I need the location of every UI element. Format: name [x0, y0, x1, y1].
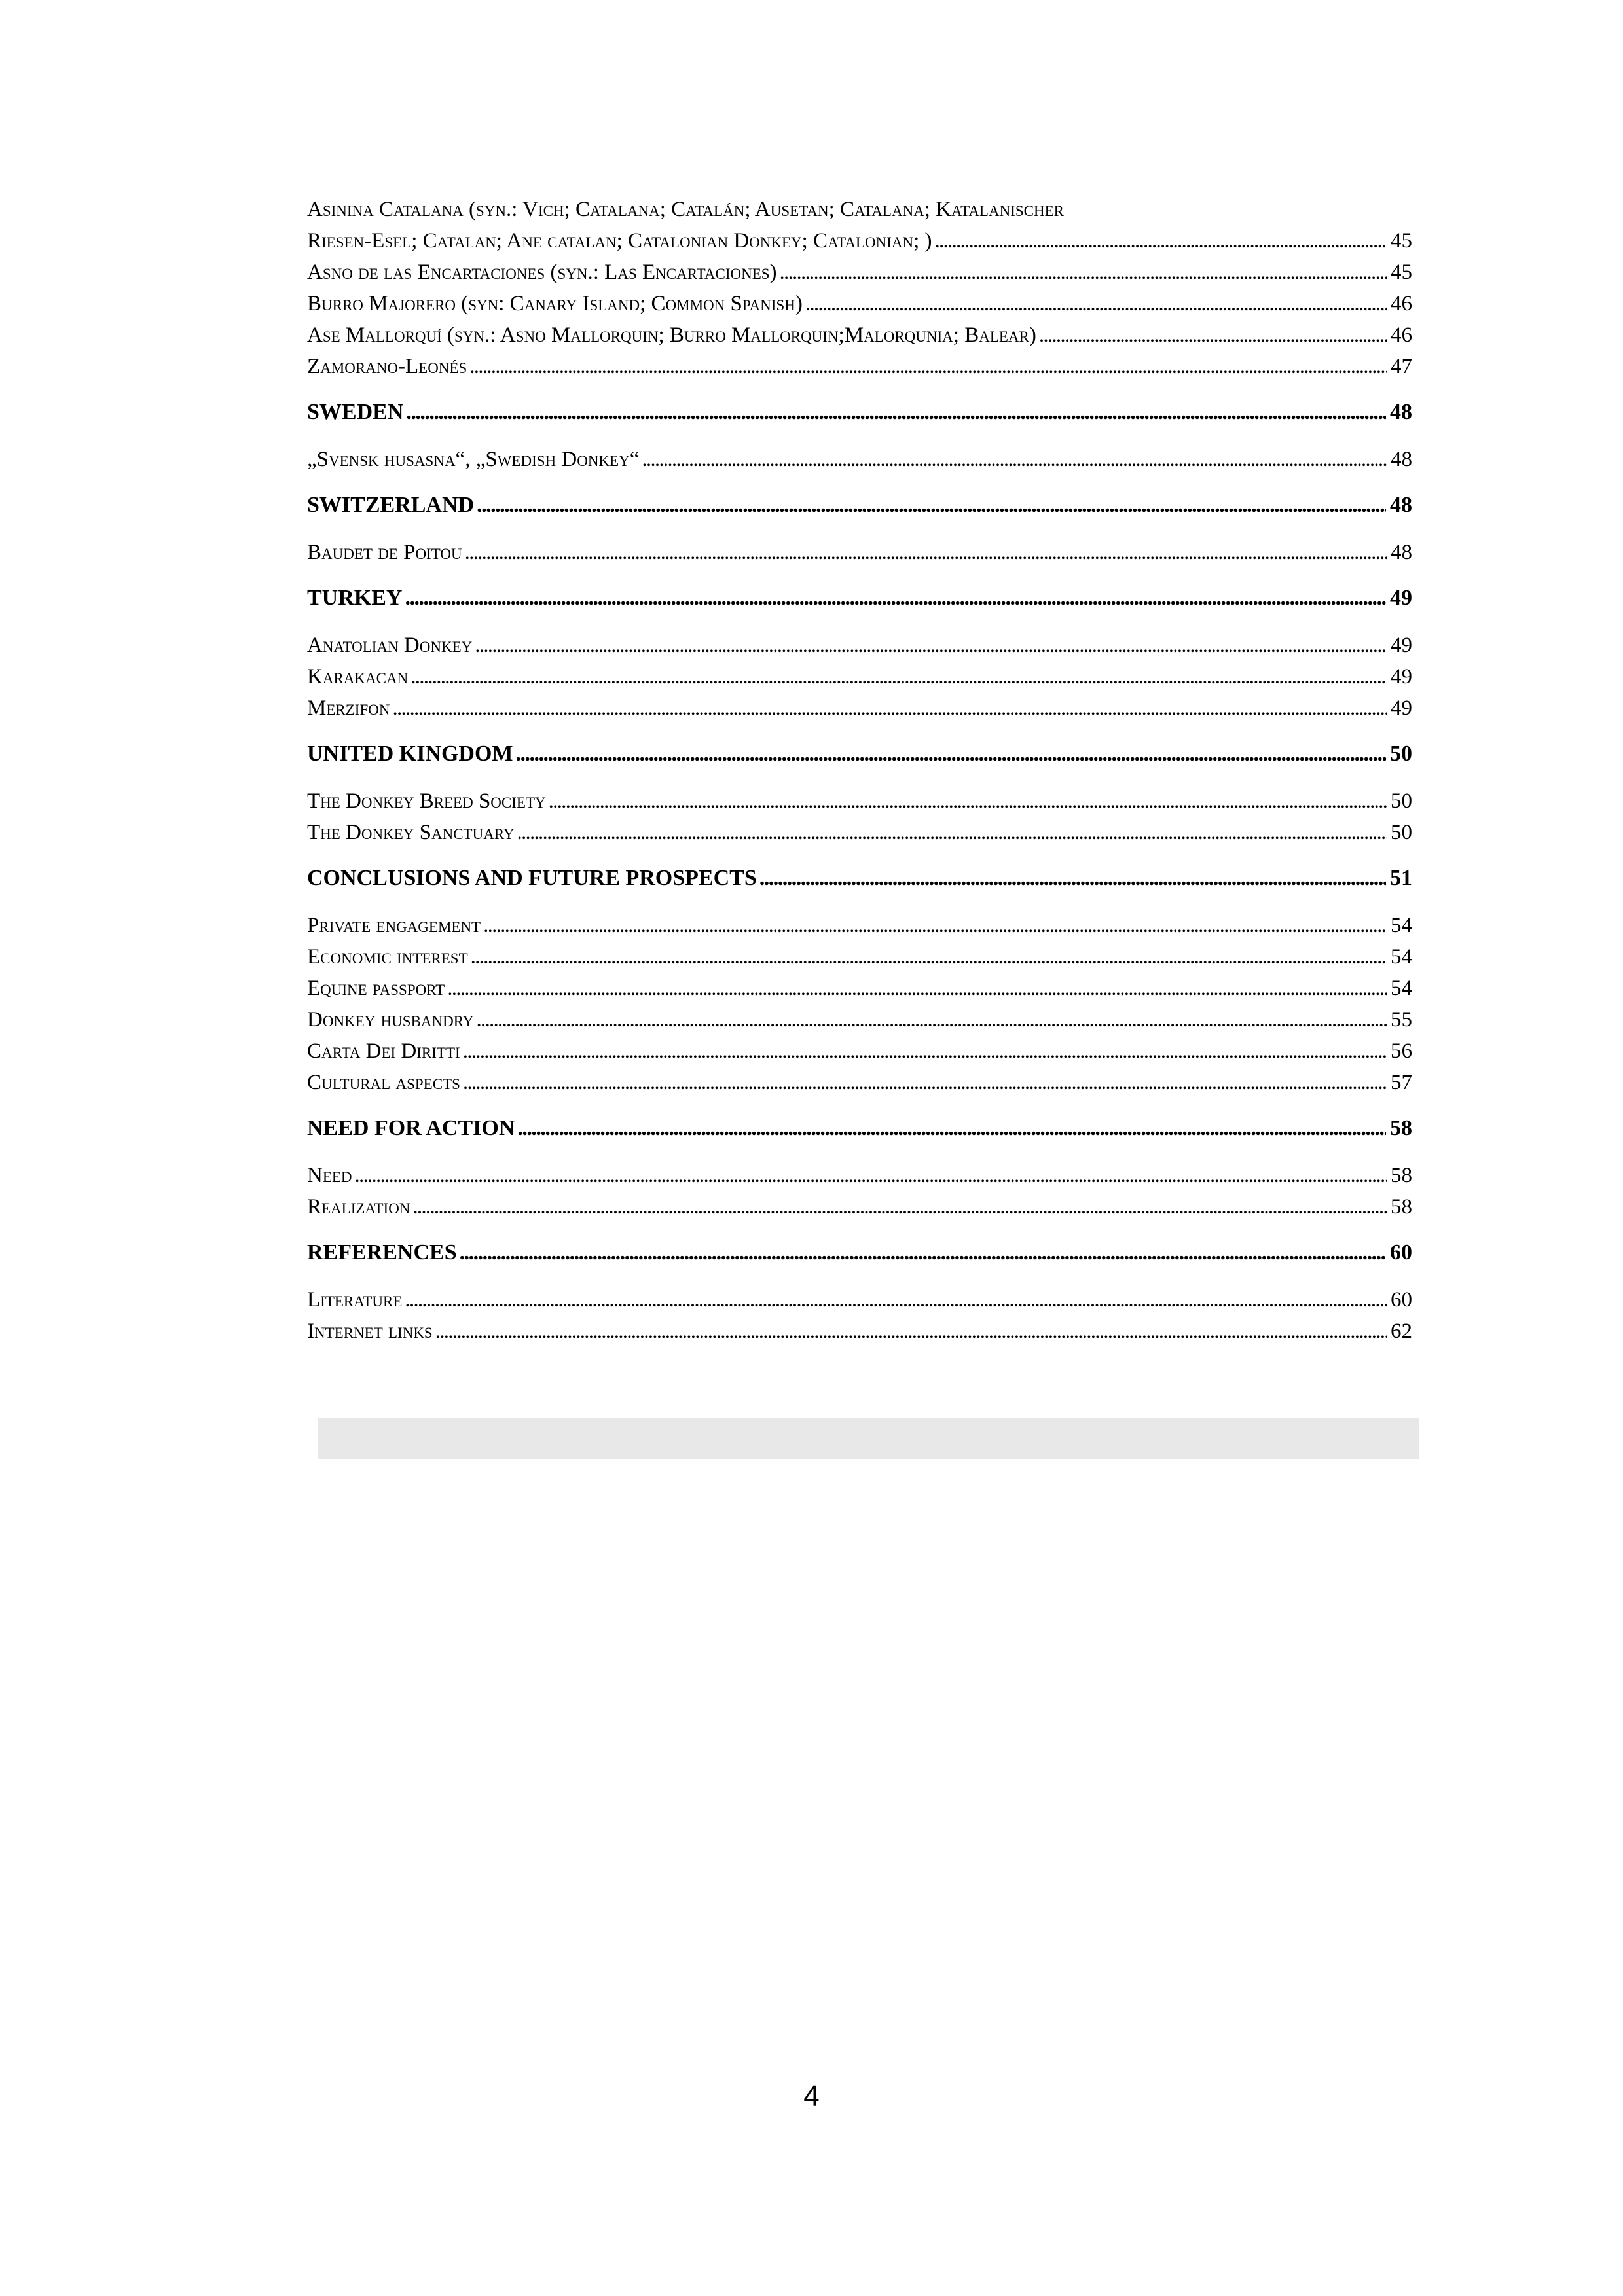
toc-entry-page: 58: [1391, 1195, 1412, 1219]
dot-leader: [759, 863, 1386, 894]
toc-entry[interactable]: [307, 817, 1412, 848]
dot-leader: [405, 583, 1386, 614]
toc-entry[interactable]: [307, 692, 1412, 724]
toc-entry[interactable]: [307, 194, 1412, 225]
dot-leader: [405, 1284, 1387, 1316]
toc-entry[interactable]: [307, 225, 1412, 257]
toc-entry-title: Karakacan: [307, 665, 409, 689]
dot-leader: [475, 630, 1387, 661]
dot-leader: [460, 1237, 1386, 1268]
toc-entry-page: 45: [1391, 260, 1412, 284]
toc-entry-page: 50: [1391, 789, 1412, 813]
toc-entry-page: 50: [1391, 821, 1412, 844]
toc-entry[interactable]: [307, 1284, 1412, 1316]
toc-entry-title: Economic interest: [307, 945, 468, 969]
toc-entry-page: 56: [1391, 1039, 1412, 1063]
toc-section-switzerland[interactable]: [307, 490, 1412, 521]
dot-leader: [476, 1004, 1387, 1035]
toc-entry[interactable]: [307, 319, 1412, 351]
toc-entry-title: „Svensk husasna“, „Swedish Donkey“: [307, 448, 640, 471]
toc-entry-title: The Donkey Sanctuary: [307, 821, 515, 844]
toc-entry-page: 54: [1391, 914, 1412, 937]
dot-leader: [483, 910, 1387, 941]
page-number: 4: [803, 2080, 820, 2112]
dot-leader: [805, 288, 1387, 319]
toc-entry-page: 49: [1391, 696, 1412, 720]
toc-entry-title: Equine passport: [307, 977, 445, 1000]
toc-entry[interactable]: [307, 785, 1412, 817]
toc-entry[interactable]: [307, 910, 1412, 941]
toc-entry-page: 57: [1391, 1071, 1412, 1094]
dot-leader: [435, 1316, 1387, 1347]
toc-entry-title: Internet links: [307, 1319, 433, 1343]
toc-entry[interactable]: [307, 288, 1412, 319]
dot-leader: [447, 973, 1387, 1004]
toc-entry[interactable]: [307, 1004, 1412, 1035]
toc-section-title: SWITZERLAND: [307, 493, 475, 517]
dot-leader: [549, 785, 1387, 817]
dot-leader: [516, 738, 1386, 770]
toc-entry-title-line1: Asinina Catalana (syn.: Vich; Catalana; Catalán; Ausetan; Catalana; Katalanischer: [307, 198, 1064, 221]
toc-entry-page: 45: [1391, 229, 1412, 253]
toc-entry-title: Carta Dei Diritti: [307, 1039, 460, 1063]
dot-leader: [477, 490, 1386, 521]
toc-entry-title: Private engagement: [307, 914, 481, 937]
toc-entry[interactable]: [307, 1160, 1412, 1191]
toc-entry-page: 54: [1391, 945, 1412, 969]
toc-section-need-for-action[interactable]: [307, 1113, 1412, 1144]
toc-entry-title: Burro Majorero (syn: Canary Island; Common Spanish): [307, 292, 803, 315]
toc-entry-page: 49: [1391, 634, 1412, 657]
toc-entry-title: Zamorano-Leonés: [307, 355, 467, 378]
toc-section-title: NEED FOR ACTION: [307, 1116, 515, 1140]
toc-section-sweden[interactable]: [307, 397, 1412, 428]
dot-leader: [465, 537, 1387, 568]
toc-entry-page: 60: [1391, 1288, 1412, 1312]
toc-section-title: TURKEY: [307, 586, 403, 610]
dot-leader: [412, 1191, 1387, 1223]
dot-leader: [935, 225, 1387, 257]
toc-section-title: UNITED KINGDOM: [307, 742, 513, 766]
dot-leader: [392, 692, 1387, 724]
shaded-bar: [318, 1418, 1419, 1459]
toc-section-page: 51: [1390, 866, 1412, 890]
toc-entry-title: Realization: [307, 1195, 410, 1219]
toc-section-title: SWEDEN: [307, 400, 404, 424]
toc-entry-title: Literature: [307, 1288, 403, 1312]
toc-entry[interactable]: [307, 444, 1412, 475]
toc-entry[interactable]: [307, 661, 1412, 692]
toc-entry-title-line2: Riesen-Esel; Catalan; Ane catalan; Catalonian Donkey; Catalonian; ): [307, 229, 932, 253]
toc-entry[interactable]: [307, 1316, 1412, 1347]
toc-entry-page: 46: [1391, 292, 1412, 315]
dot-leader: [469, 351, 1387, 382]
toc-entry[interactable]: [307, 1191, 1412, 1223]
dot-leader: [517, 1113, 1386, 1144]
toc-section-references[interactable]: [307, 1237, 1412, 1268]
toc-entry[interactable]: [307, 1035, 1412, 1067]
toc-entry[interactable]: [307, 1067, 1412, 1098]
toc-entry[interactable]: [307, 941, 1412, 973]
toc-section-page: 48: [1390, 493, 1412, 517]
toc-entry-title: Cultural aspects: [307, 1071, 460, 1094]
table-of-contents: [307, 194, 1412, 1347]
dot-leader: [642, 444, 1387, 475]
toc-section-page: 48: [1390, 400, 1412, 424]
toc-entry-page: 55: [1391, 1008, 1412, 1031]
toc-entry-title: Donkey husbandry: [307, 1008, 474, 1031]
toc-entry-title: Ase Mallorquí (syn.: Asno Mallorquin; Burro Mallorquin;Malorqunia; Balear): [307, 323, 1036, 347]
toc-section-title: CONCLUSIONS AND FUTURE PROSPECTS: [307, 866, 757, 890]
toc-entry-page: 46: [1391, 323, 1412, 347]
toc-entry-title: Asno de las Encartaciones (syn.: Las Encartaciones): [307, 260, 777, 284]
toc-entry-title: The Donkey Breed Society: [307, 789, 546, 813]
toc-section-page: 50: [1390, 742, 1412, 766]
toc-section-page: 49: [1390, 586, 1412, 610]
toc-entry-title: Baudet de Poitou: [307, 541, 462, 564]
toc-entry-title: Need: [307, 1164, 352, 1187]
toc-entry[interactable]: [307, 537, 1412, 568]
toc-section-title: REFERENCES: [307, 1240, 457, 1265]
toc-entry-page: 47: [1391, 355, 1412, 378]
toc-section-page: 58: [1390, 1116, 1412, 1140]
dot-leader: [780, 257, 1387, 288]
toc-entry-page: 62: [1391, 1319, 1412, 1343]
toc-entry-title: Merzifon: [307, 696, 390, 720]
toc-section-turkey[interactable]: [307, 583, 1412, 614]
toc-entry[interactable]: [307, 351, 1412, 382]
toc-entry-page: 49: [1391, 665, 1412, 689]
toc-entry-page: 48: [1391, 541, 1412, 564]
dot-leader: [406, 397, 1386, 428]
toc-entry[interactable]: [307, 257, 1412, 288]
dot-leader: [463, 1067, 1387, 1098]
toc-entry[interactable]: [307, 630, 1412, 661]
dot-leader: [355, 1160, 1387, 1191]
toc-entry[interactable]: [307, 973, 1412, 1004]
dot-leader: [517, 817, 1387, 848]
toc-entry-page: 54: [1391, 977, 1412, 1000]
toc-entry-page: 48: [1391, 448, 1412, 471]
toc-section-united-kingdom[interactable]: [307, 738, 1412, 770]
dot-leader: [410, 661, 1387, 692]
dot-leader: [463, 1035, 1387, 1067]
toc-entry-page: 58: [1391, 1164, 1412, 1187]
dot-leader: [1039, 319, 1387, 351]
dot-leader: [471, 941, 1387, 973]
toc-entry-title: Anatolian Donkey: [307, 634, 473, 657]
toc-section-conclusions[interactable]: [307, 863, 1412, 894]
toc-section-page: 60: [1390, 1240, 1412, 1265]
